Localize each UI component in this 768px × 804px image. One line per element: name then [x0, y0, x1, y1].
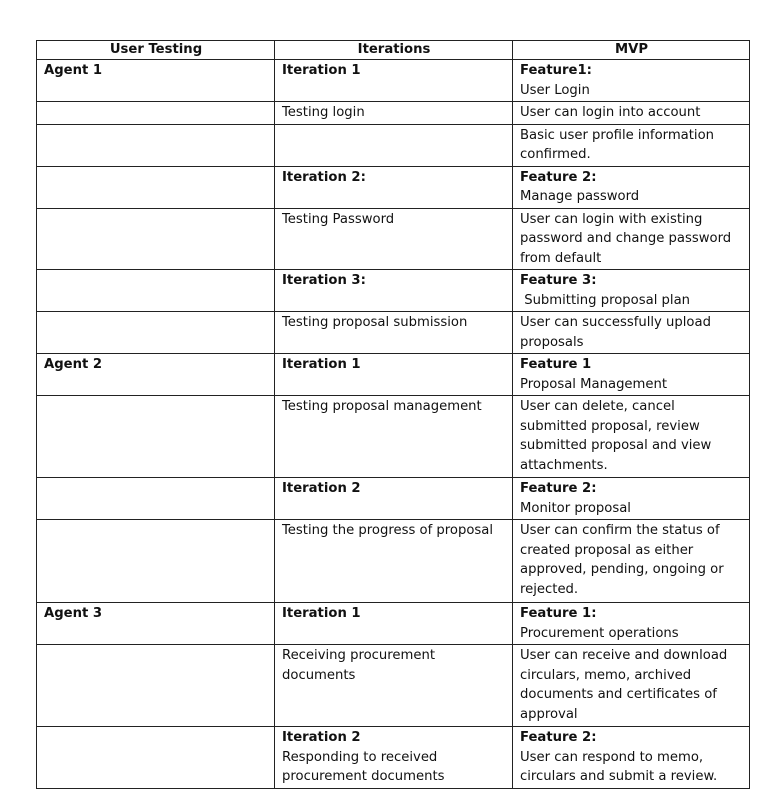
mvp-description: User can delete, cancel submitted proposal, review submitted proposal and view attachments.	[520, 399, 712, 473]
feature-title: Feature 2:	[520, 730, 597, 745]
iteration-cell	[275, 124, 513, 166]
mvp-cell	[513, 312, 750, 354]
iteration-cell	[275, 354, 513, 396]
table-row	[37, 124, 750, 166]
mvp-description: User can confirm the status of created proposal as either approved, pending, ongoing or rejected.	[520, 523, 724, 597]
user-testing-cell	[37, 124, 275, 166]
mvp-description: User can receive and download circulars, memo, archived documents and certificates of approval	[520, 648, 728, 722]
mvp-description: User can respond to memo, circulars and submit a review.	[520, 749, 718, 784]
table-header-row	[37, 41, 750, 60]
user-testing-cell	[37, 520, 275, 603]
table-row	[37, 520, 750, 603]
iteration-description: Testing Password	[282, 211, 395, 227]
iteration-description: Responding to received procurement documents	[282, 749, 445, 784]
mvp-description: Submitting proposal plan	[520, 292, 691, 308]
iteration-description: Testing proposal submission	[282, 315, 468, 330]
feature-title: Feature 1:	[520, 606, 597, 621]
table-row	[37, 478, 750, 520]
agent-label: Agent 1	[44, 63, 103, 78]
iteration-description: Testing login	[282, 105, 365, 120]
iteration-title: Iteration 1	[282, 63, 361, 78]
mvp-cell	[513, 645, 750, 727]
table-row	[37, 645, 750, 727]
user-testing-cell	[37, 478, 275, 520]
table-row	[37, 354, 750, 396]
user-testing-cell	[37, 603, 275, 645]
feature-title: Feature1:	[520, 63, 592, 78]
user-testing-cell	[37, 60, 275, 102]
user-testing-cell	[37, 354, 275, 396]
header-iterations: Iterations	[275, 41, 513, 60]
table-row	[37, 102, 750, 125]
mvp-cell	[513, 124, 750, 166]
mvp-cell	[513, 603, 750, 645]
mvp-cell	[513, 396, 750, 478]
iteration-description: Testing the progress of proposal	[282, 523, 494, 538]
iteration-title: Iteration 2	[282, 481, 361, 496]
iteration-cell	[275, 102, 513, 125]
iteration-cell	[275, 727, 513, 789]
user-testing-cell	[37, 270, 275, 312]
user-testing-cell	[37, 312, 275, 354]
iteration-title: Iteration 1	[282, 357, 361, 372]
agent-label: Agent 3	[44, 606, 103, 621]
mvp-description: Procurement operations	[520, 625, 679, 641]
table-row	[37, 603, 750, 645]
header-user-testing: User Testing	[37, 41, 275, 60]
mvp-description: Proposal Management	[520, 376, 668, 392]
table-row	[37, 727, 750, 789]
iteration-cell	[275, 166, 513, 208]
iteration-description: Testing proposal management	[282, 399, 482, 414]
mvp-description: User Login	[520, 82, 590, 98]
table-row	[37, 208, 750, 270]
agent-label: Agent 2	[44, 357, 103, 372]
mvp-cell	[513, 727, 750, 789]
table-row	[37, 60, 750, 102]
mvp-description: Manage password	[520, 189, 640, 204]
mvp-cell	[513, 208, 750, 270]
feature-title: Feature 3:	[520, 273, 597, 288]
mvp-description: Monitor proposal	[520, 500, 631, 516]
mvp-cell	[513, 60, 750, 102]
iteration-title: Iteration 2	[282, 730, 361, 745]
table-row	[37, 312, 750, 354]
mvp-cell	[513, 270, 750, 312]
user-testing-cell	[37, 208, 275, 270]
user-testing-cell	[37, 645, 275, 727]
iteration-cell	[275, 520, 513, 603]
iteration-cell	[275, 270, 513, 312]
user-testing-cell	[37, 102, 275, 125]
mvp-cell	[513, 520, 750, 603]
mvp-description: User can successfully upload proposals	[520, 315, 711, 350]
user-testing-cell	[37, 396, 275, 478]
iteration-description: Receiving procurement documents	[282, 648, 436, 683]
mvp-description: User can login into account	[520, 105, 701, 120]
mvp-description: User can login with existing password and change password from default	[520, 211, 732, 266]
iteration-cell	[275, 645, 513, 727]
table-row	[37, 396, 750, 478]
mvp-cell	[513, 166, 750, 208]
header-mvp: MVP	[513, 41, 750, 60]
iteration-cell	[275, 396, 513, 478]
iteration-cell	[275, 60, 513, 102]
feature-title: Feature 2:	[520, 169, 597, 185]
iteration-cell	[275, 208, 513, 270]
iteration-title: Iteration 1	[282, 606, 361, 621]
mvp-cell	[513, 102, 750, 125]
mvp-cell	[513, 354, 750, 396]
iteration-cell	[275, 312, 513, 354]
iteration-cell	[275, 478, 513, 520]
feature-title: Feature 2:	[520, 481, 597, 496]
iteration-title: Iteration 3:	[282, 273, 366, 288]
user-testing-cell	[37, 727, 275, 789]
testing-plan-table	[36, 40, 750, 789]
feature-title: Feature 1	[520, 357, 592, 372]
iteration-cell	[275, 603, 513, 645]
table-row	[37, 166, 750, 208]
mvp-description: Basic user profile information confirmed.	[520, 127, 715, 162]
mvp-cell	[513, 478, 750, 520]
user-testing-cell	[37, 166, 275, 208]
iteration-title: Iteration 2:	[282, 169, 366, 185]
table-row	[37, 270, 750, 312]
